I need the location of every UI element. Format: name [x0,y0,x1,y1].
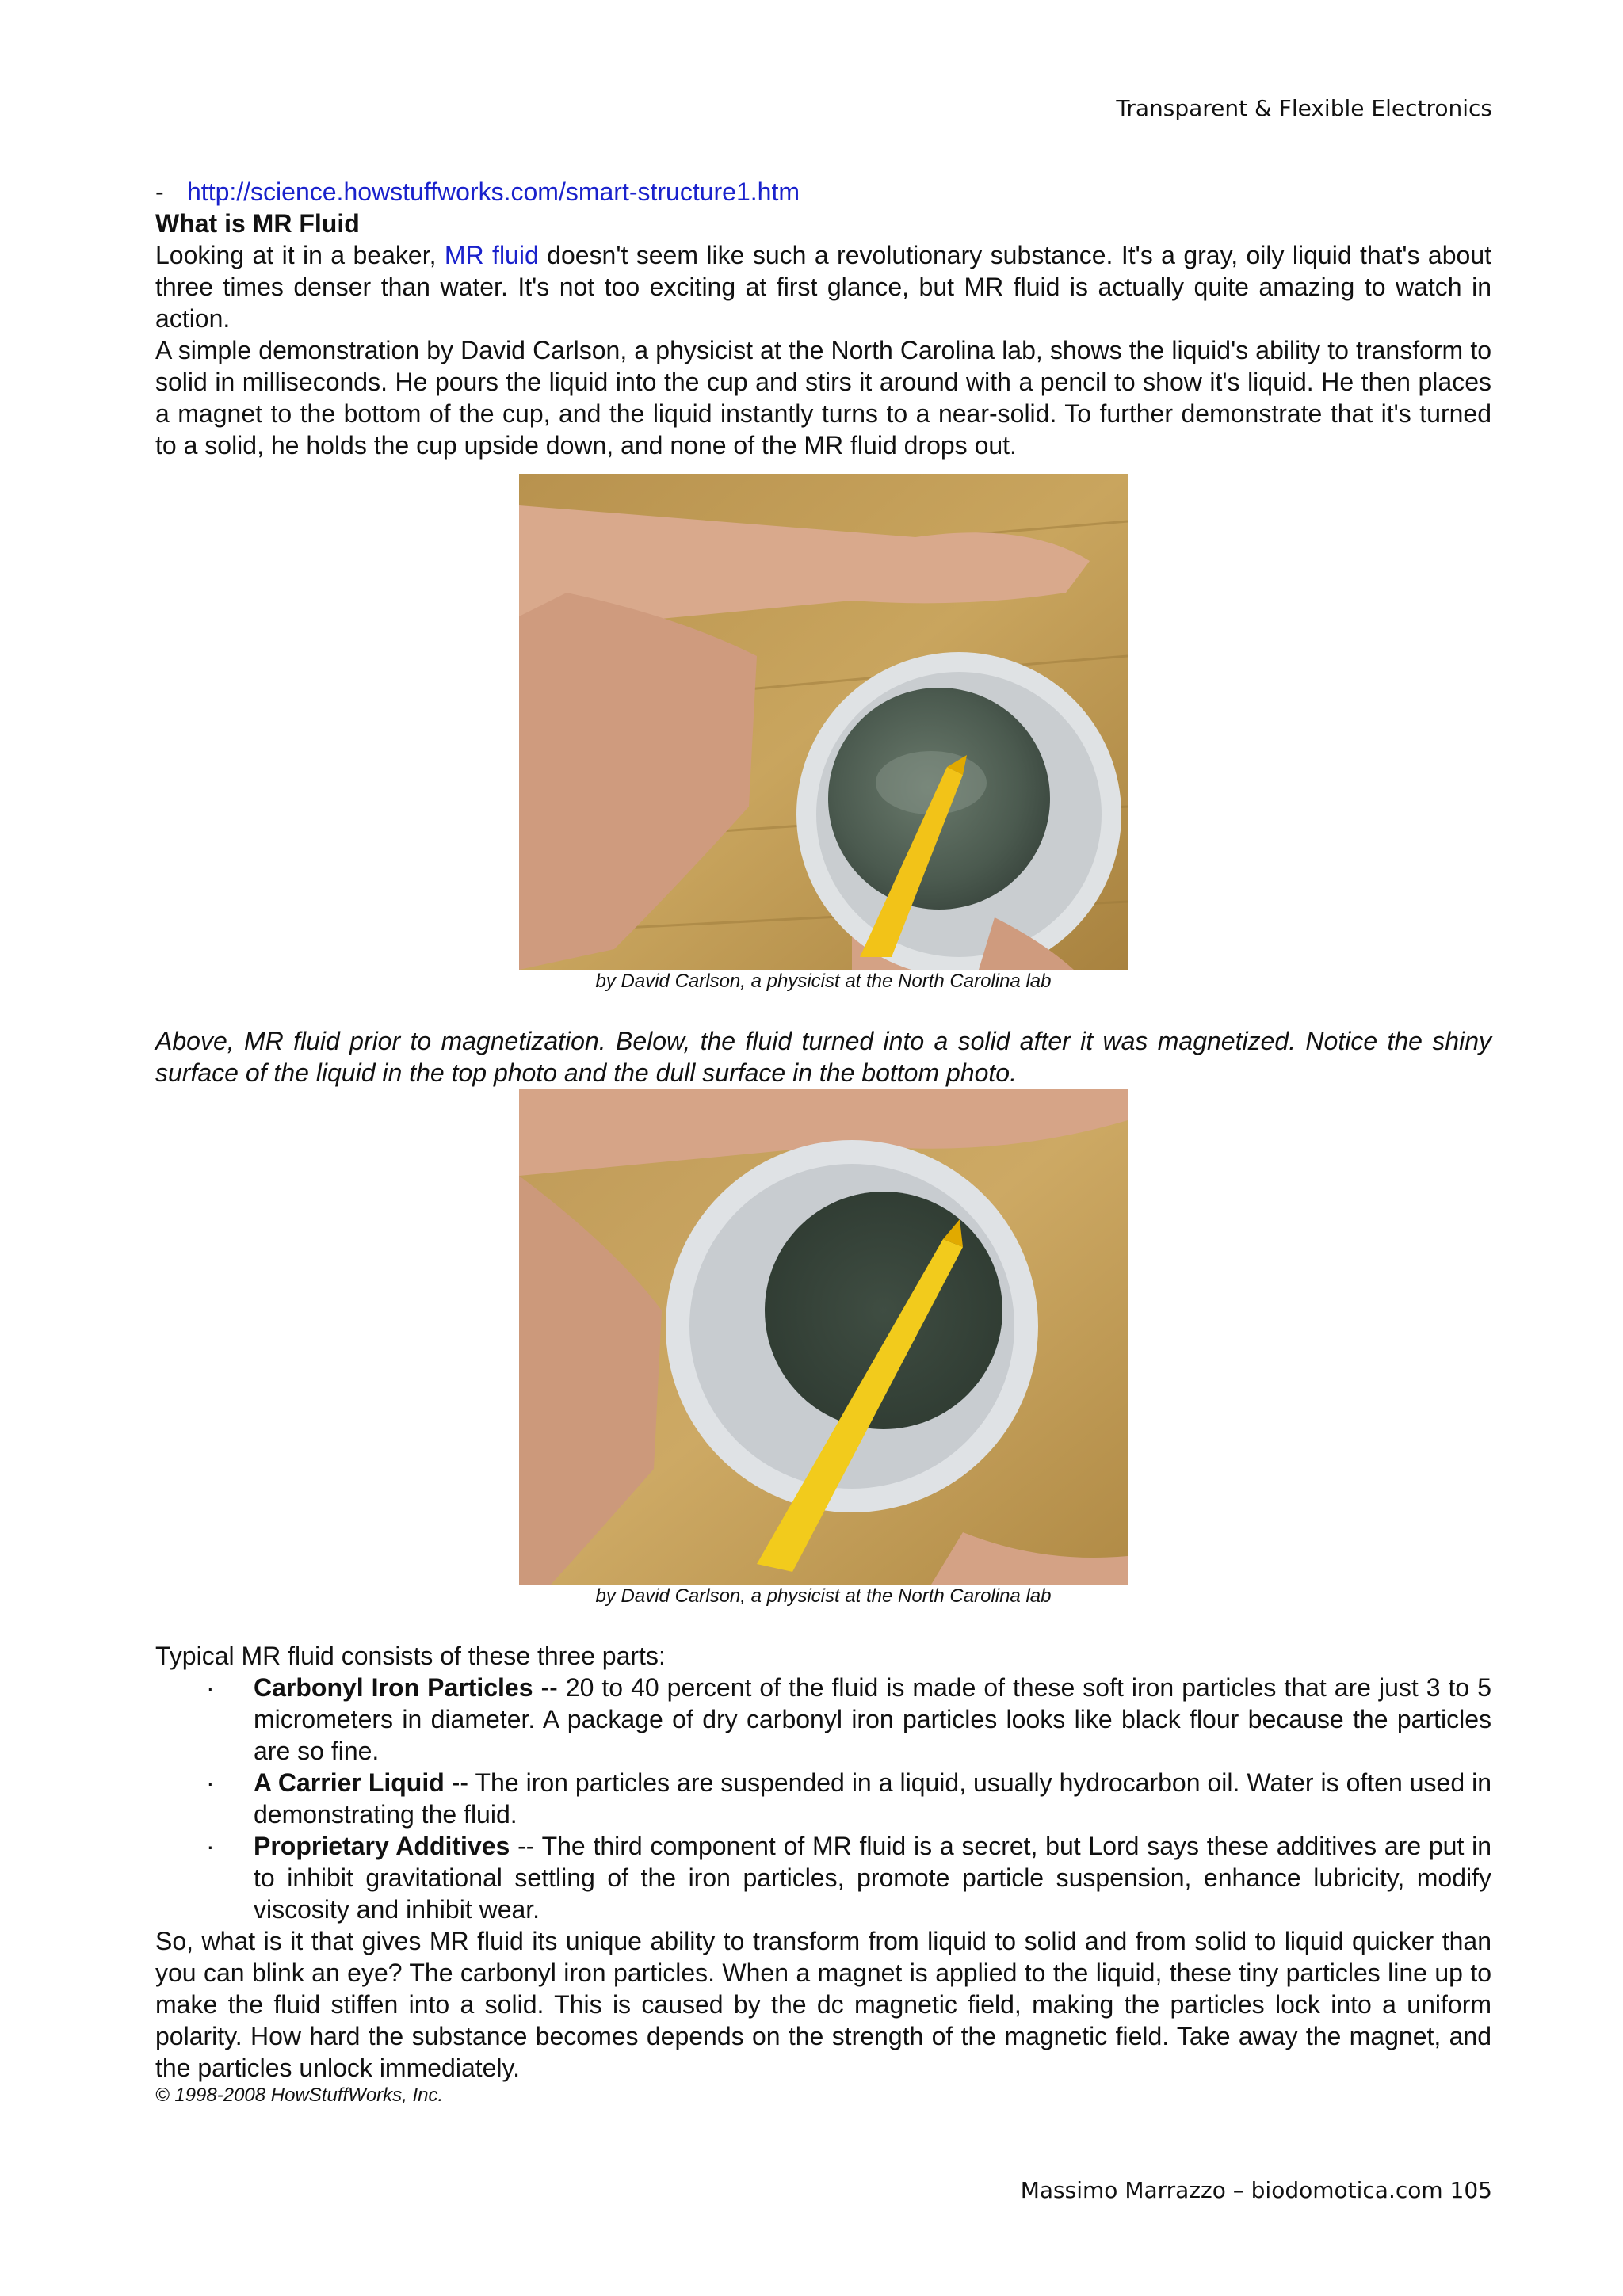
figure-note: Above, MR fluid prior to magnetization. Below, the fluid turned into a solid after it was magnetized. Notice the shiny surface of the liquid in the top photo and the dull surface in the bottom photo. [155,1027,1491,1087]
list-item [155,1767,1491,1830]
demo-paragraph: A simple demonstration by David Carlson, a physicist at the North Carolina lab, shows the liquid's ability to transform to solid in milliseconds. He pours the liquid into the cup and stirs it around with a pencil to show it's liquid. He then places a magnet to the bottom of the cup, and the liquid instantly turns to a near-solid. To further demonstrate that it's turned to a solid, he holds the cup upside down, and none of the MR fluid drops out. [155,336,1491,460]
mr-fluid-link[interactable]: MR fluid [444,241,539,269]
part-text: -- The third component of MR fluid is a secret, but Lord says these additives are put in to inhibit gravitational settling of the iron particles, promote particle suspension, enhance lubricity, modify viscosity and inhibit wear. [254,1832,1492,1924]
figure-liquid [155,474,1491,994]
figure-solid [155,1089,1491,1608]
part-text: -- The iron particles are suspended in a liquid, usually hydrocarbon oil. Water is often used in demonstrating the fluid. [254,1768,1492,1829]
photo-cup-liquid [519,474,1128,970]
running-header: Transparent & Flexible Electronics [1116,95,1492,121]
page-footer: Massimo Marrazzo – biodomotica.com 105 [1020,2177,1492,2203]
part-title: A Carrier Liquid [254,1768,445,1797]
main-content [155,176,1491,2107]
bullet-mark: · [206,1673,215,1702]
list-item [155,1672,1491,1767]
list-item [155,1830,1491,1925]
part-text: -- 20 to 40 percent of the fluid is made of these soft iron particles that are just 3 to 5 micrometers in diameter. A package of dry carbonyl iron particles looks like black flour because the particles are so fine. [254,1673,1492,1765]
closing-paragraph: So, what is it that gives MR fluid its unique ability to transform from liquid to solid and from solid to liquid quicker than you can blink an eye? The carbonyl iron particles. When a magnet is applied to the liquid, these tiny particles line up to make the fluid stiffen into a solid. This is caused by the dc magnetic field, making the particles lock into a uniform polarity. How hard the substance becomes depends on the strength of the magnetic field. Take away the magnet, and the particles unlock immediately. [155,1927,1491,2082]
section-heading: What is MR Fluid [155,209,360,238]
source-link-line [155,176,1491,208]
intro-text-before: Looking at it in a beaker, [155,241,445,269]
bullet-mark: · [206,1832,215,1860]
part-title: Proprietary Additives [254,1832,510,1860]
intro-paragraph [155,239,1491,334]
figure1-caption: by David Carlson, a physicist at the North Carolina lab [595,971,1052,992]
source-link[interactable]: http://science.howstuffworks.com/smart-structure1.htm [187,177,800,206]
intro-text-after: doesn't seem like such a revolutionary substance. It's a gray, oily liquid that's about three times denser than water. It's not too exciting at first glance, but MR fluid is actually quite amazing to watch in action. [155,241,1492,333]
figure2-caption: by David Carlson, a physicist at the North Carolina lab [595,1585,1052,1607]
link-dash: - [155,177,164,206]
copyright-notice: © 1998-2008 HowStuffWorks, Inc. [155,2084,444,2106]
bullet-mark: · [206,1768,215,1797]
part-title: Carbonyl Iron Particles [254,1673,533,1702]
parts-list [155,1672,1491,1925]
parts-intro: Typical MR fluid consists of these three parts: [155,1642,666,1670]
photo-cup-solid [519,1089,1128,1585]
